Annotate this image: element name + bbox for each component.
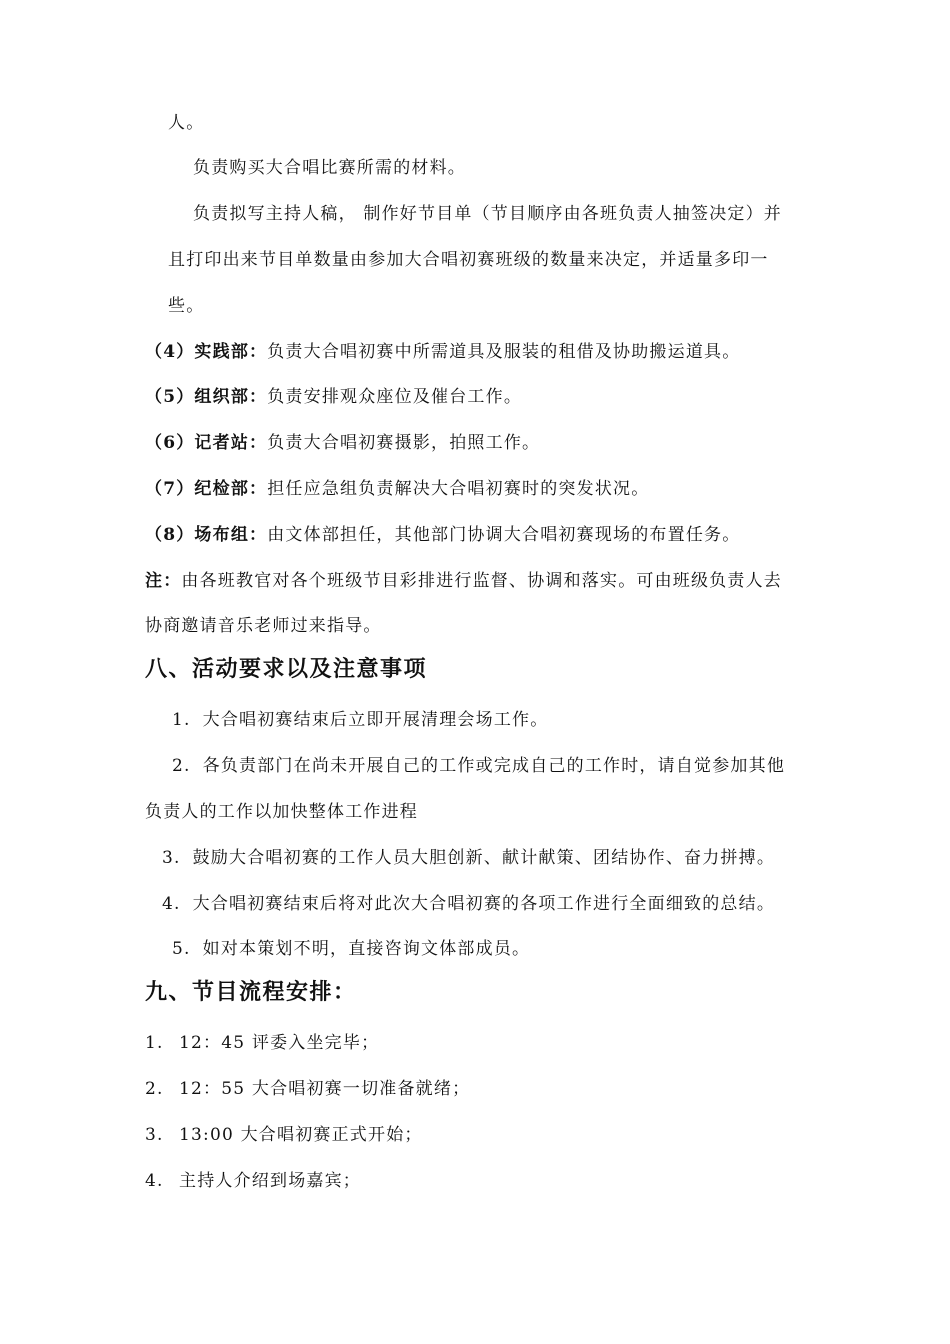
intro-line-1: 人。 — [168, 113, 205, 133]
section-9-heading: 九、节目流程安排： — [145, 980, 357, 1005]
department-label: （8）场布组： — [145, 525, 268, 545]
requirement-item: 3. 鼓励大合唱初赛的工作人员大胆创新、献计献策、团结协作、奋力拼搏。 — [162, 848, 776, 868]
department-label: （5）组织部： — [145, 387, 268, 407]
department-item — [145, 524, 740, 546]
department-text: 担任应急组负责解决大合唱初赛时的突发状况。 — [267, 479, 650, 499]
note-line-2: 协商邀请音乐老师过来指导。 — [145, 616, 382, 636]
department-item — [145, 341, 740, 363]
department-item — [145, 478, 649, 500]
note-text: 由各班教官对各个班级节目彩排进行监督、协调和落实。可由班级负责人去 — [181, 571, 783, 591]
requirement-item-continuation: 负责人的工作以加快整体工作进程 — [145, 802, 418, 822]
requirement-item: 1. 大合唱初赛结束后立即开展清理会场工作。 — [172, 710, 549, 730]
schedule-item: 1. 12：45 评委入坐完毕； — [145, 1033, 380, 1053]
department-text: 由文体部担任，其他部门协调大合唱初赛现场的布置任务。 — [267, 525, 741, 545]
schedule-item: 3. 13:00 大合唱初赛正式开始； — [145, 1125, 423, 1145]
intro-line-4: 且打印出来节目单数量由参加大合唱初赛班级的数量来决定，并适量多印一 — [168, 250, 769, 270]
department-label: （6）记者站： — [145, 433, 268, 453]
department-text: 负责大合唱初赛摄影，拍照工作。 — [267, 433, 541, 453]
department-label: （4）实践部： — [145, 342, 268, 362]
note-label: 注： — [145, 571, 182, 591]
schedule-item: 4. 主持人介绍到场嘉宾； — [145, 1171, 361, 1191]
department-item — [145, 432, 540, 454]
schedule-item: 2. 12：55 大合唱初赛一切准备就绪； — [145, 1079, 471, 1099]
department-label: （7）纪检部： — [145, 479, 268, 499]
intro-line-5: 些。 — [168, 296, 205, 316]
department-text: 负责大合唱初赛中所需道具及服装的租借及协助搬运道具。 — [267, 342, 741, 362]
intro-line-3: 负责拟写主持人稿， 制作好节目单（节目顺序由各班负责人抽签决定）并 — [193, 204, 783, 224]
section-8-heading: 八、活动要求以及注意事项 — [145, 657, 428, 682]
requirement-item: 4. 大合唱初赛结束后将对此次大合唱初赛的各项工作进行全面细致的总结。 — [162, 894, 776, 914]
requirement-item: 5. 如对本策划不明，直接咨询文体部成员。 — [172, 939, 531, 959]
note-line-1 — [145, 570, 782, 592]
requirement-item: 2. 各负责部门在尚未开展自己的工作或完成自己的工作时，请自觉参加其他 — [172, 756, 786, 776]
department-item — [145, 386, 522, 408]
department-text: 负责安排观众座位及催台工作。 — [267, 387, 523, 407]
intro-line-2: 负责购买大合唱比赛所需的材料。 — [193, 158, 466, 178]
